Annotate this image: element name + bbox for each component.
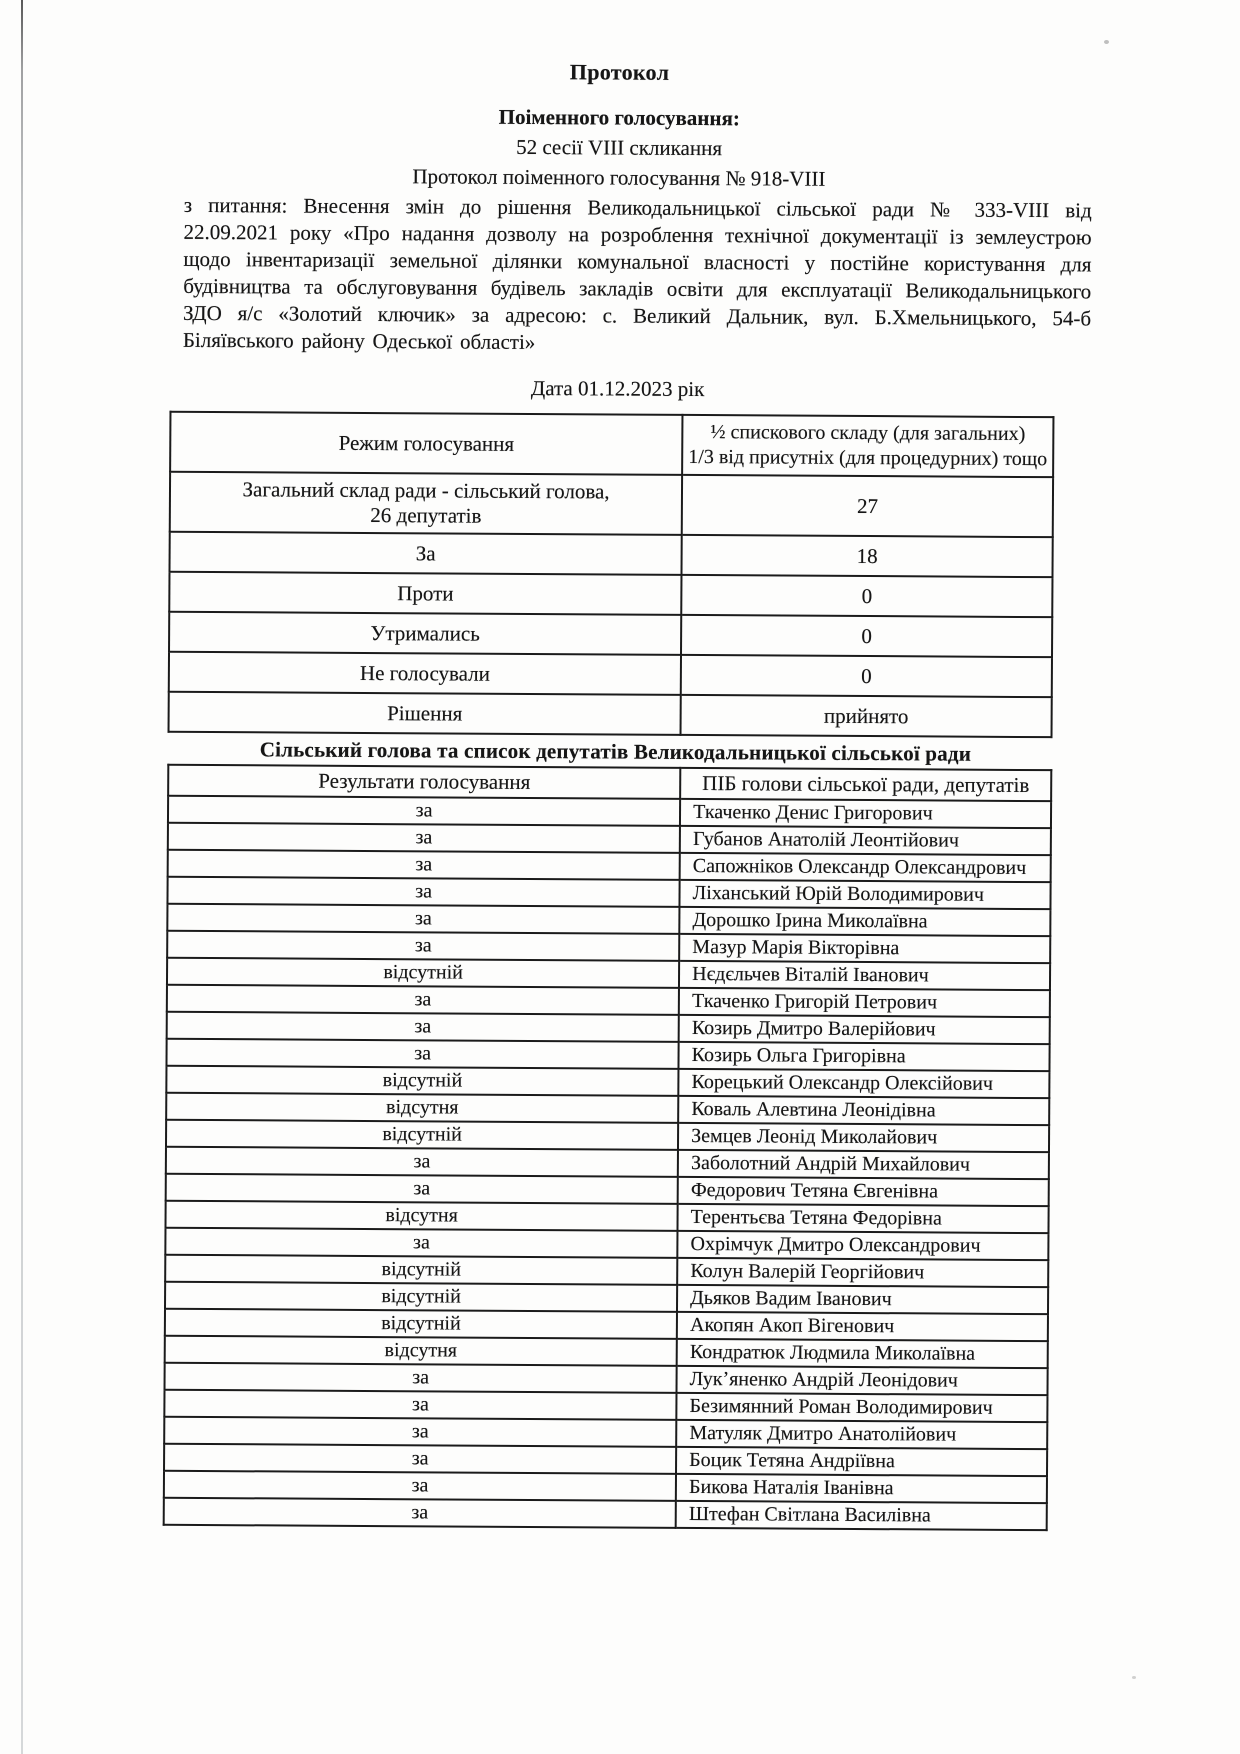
summary-row xyxy=(170,472,1053,537)
vote-cell: за xyxy=(165,1228,677,1258)
date-line: Дата 01.12.2023 рік xyxy=(530,375,705,402)
summary-value: прийнято xyxy=(681,695,1052,737)
vote-cell: відсутній xyxy=(166,1066,678,1096)
name-cell: Земцев Леонід Миколайович xyxy=(678,1123,1049,1152)
vote-cell: за xyxy=(167,1012,679,1042)
names-column-header: ПІБ голови сільської ради, депутатів xyxy=(680,768,1051,801)
name-cell: Кондратюк Людмила Миколаївна xyxy=(677,1339,1048,1368)
vote-cell: за xyxy=(164,1498,676,1528)
summary-value: 18 xyxy=(682,535,1053,577)
summary-value: 0 xyxy=(681,655,1052,697)
name-cell: Губанов Анатолій Леонтійович xyxy=(680,826,1051,855)
summary-row xyxy=(170,532,1053,577)
name-cell: Терентьєва Тетяна Федорівна xyxy=(678,1204,1049,1233)
vote-cell: за xyxy=(166,1147,678,1177)
vote-cell: відсутній xyxy=(165,1309,677,1339)
summary-row xyxy=(170,412,1053,477)
summary-value: 0 xyxy=(681,575,1052,617)
summary-label: Утримались xyxy=(169,612,681,655)
deputy-row xyxy=(164,1498,1047,1530)
vote-cell: за xyxy=(166,1174,678,1204)
summary-label: Режим голосування xyxy=(170,412,682,475)
vote-cell: відсутній xyxy=(165,1282,677,1312)
vote-cell: за xyxy=(164,1417,676,1447)
deputies-table xyxy=(163,764,1053,1531)
name-cell: Ткаченко Денис Григорович xyxy=(680,799,1051,828)
mode-value-line-2: 1/3 від присутніх (для процедурних) тощо xyxy=(688,445,1048,471)
vote-cell: за xyxy=(168,823,680,853)
name-cell: Боцик Тетяна Андріївна xyxy=(676,1447,1047,1476)
summary-label xyxy=(170,472,682,535)
vote-cell: за xyxy=(167,904,679,934)
vote-cell: за xyxy=(167,877,679,907)
composition-label-line-2: 26 депутатів xyxy=(370,502,482,528)
vote-cell: відсутня xyxy=(166,1093,678,1123)
name-cell: Коваль Алевтина Леонідівна xyxy=(678,1096,1049,1125)
vote-cell: відсутній xyxy=(167,958,679,988)
deputies-section-heading: Сільський голова та список депутатів Великодальницької сільської ради xyxy=(259,737,972,766)
name-cell: Дьяков Вадим Іванович xyxy=(677,1285,1048,1314)
summary-label: Проти xyxy=(169,572,681,615)
summary-value: 27 xyxy=(682,475,1053,537)
summary-label: Не голосували xyxy=(169,652,681,695)
vote-cell: відсутня xyxy=(165,1336,677,1366)
name-cell: Лук’яненко Андрій Леонідович xyxy=(677,1366,1048,1395)
vote-cell: за xyxy=(166,1039,678,1069)
vote-cell: за xyxy=(164,1471,676,1501)
question-paragraph: з питання: Внесення змін до рішення Великодальницької сільської ради № 333-VIII від 22.09.2021 року «Про надання дозволу на розроблення технічної документації із землеустрою щодо інвентаризації земельної ділянки комунальної власності у постійне користування для будівництва та обслуговування будівель закладів освіти для експлуатації Великодальницького ЗДО я/с «Золотий ключик» за адресою: с. Великий Дальник, вул. Б.Хмельницького, 54-б Біляївського району Одеської області» xyxy=(182,192,1092,355)
name-cell: Безимянний Роман Володимирович xyxy=(676,1393,1047,1422)
name-cell: Колун Валерій Георгійович xyxy=(677,1258,1048,1287)
summary-row xyxy=(169,652,1052,697)
name-cell: Сапожніков Олександр Олександрович xyxy=(680,853,1051,882)
name-cell: Козирь Ольга Григорівна xyxy=(679,1042,1050,1071)
summary-label: За xyxy=(170,532,682,575)
name-cell: Корецький Олександр Олексійович xyxy=(678,1069,1049,1098)
summary-row xyxy=(169,612,1052,657)
voting-summary-table xyxy=(168,411,1055,738)
doc-title: Протокол xyxy=(569,59,670,85)
name-cell: Федорович Тетяна Євгенівна xyxy=(678,1177,1049,1206)
doc-subtitle: Поіменного голосування: xyxy=(498,104,740,131)
vote-cell: за xyxy=(164,1444,676,1474)
summary-value xyxy=(682,415,1053,477)
name-cell: Бикова Наталія Іванівна xyxy=(676,1474,1047,1503)
vote-cell: відсутній xyxy=(166,1120,678,1150)
name-cell: Мазур Марія Вікторівна xyxy=(679,934,1050,963)
vote-cell: за xyxy=(168,850,680,880)
vote-cell: за xyxy=(167,985,679,1015)
name-cell: Дорошко Ірина Миколаївна xyxy=(679,907,1050,936)
summary-label: Рішення xyxy=(169,692,681,735)
name-cell: Акопян Акоп Вігенович xyxy=(677,1312,1048,1341)
protocol-number-line: Протокол поіменного голосування № 918-VIII xyxy=(412,164,826,191)
session-line: 52 сесії VIII скликання xyxy=(516,134,723,161)
name-cell: Нєдєльчев Віталій Іванович xyxy=(679,961,1050,990)
composition-label-line-1: Загальний склад ради - сільський голова, xyxy=(242,477,610,504)
name-cell: Матуляк Дмитро Анатолійович xyxy=(676,1420,1047,1449)
name-cell: Заболотний Андрій Михайлович xyxy=(678,1150,1049,1179)
summary-row xyxy=(169,572,1052,617)
name-cell: Охрімчук Дмитро Олександрович xyxy=(677,1231,1048,1260)
name-cell: Ліханський Юрій Володимирович xyxy=(680,880,1051,909)
vote-cell: відсутній xyxy=(165,1255,677,1285)
name-cell: Козирь Дмитро Валерійович xyxy=(679,1015,1050,1044)
vote-cell: за xyxy=(168,796,680,826)
mode-value-line-1: ½ спискового складу (для загальних) xyxy=(710,421,1026,445)
scan-speck xyxy=(1132,1676,1136,1679)
name-cell: Штефан Світлана Василівна xyxy=(676,1501,1047,1530)
vote-cell: відсутня xyxy=(165,1201,677,1231)
summary-value: 0 xyxy=(681,615,1052,657)
vote-cell: за xyxy=(165,1363,677,1393)
name-cell: Ткаченко Григорій Петрович xyxy=(679,988,1050,1017)
vote-cell: за xyxy=(164,1390,676,1420)
results-column-header: Результати голосування xyxy=(168,765,680,799)
summary-row xyxy=(169,692,1052,737)
vote-cell: за xyxy=(167,931,679,961)
